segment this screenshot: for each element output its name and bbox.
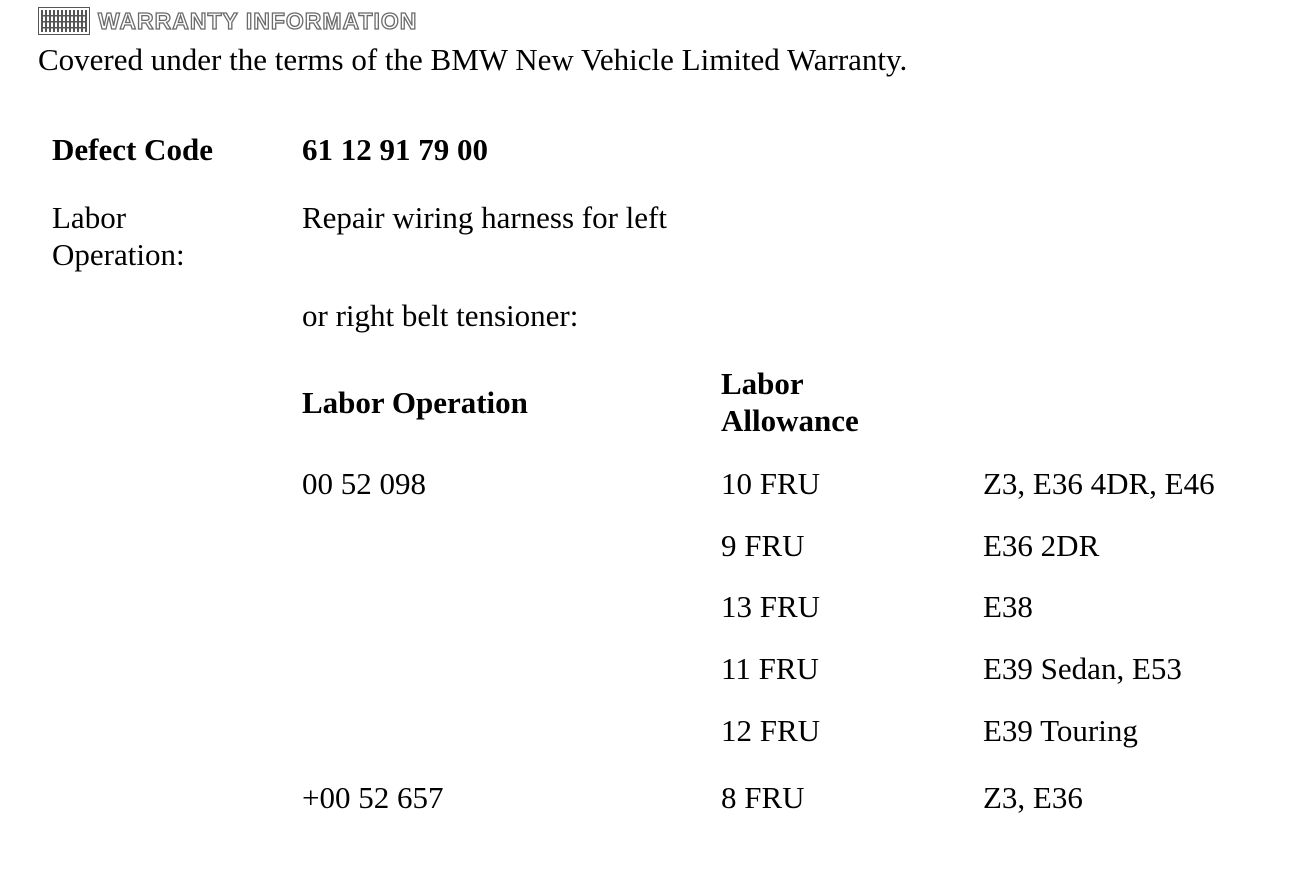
section-title: WARRANTY INFORMATION bbox=[98, 8, 418, 34]
col-header-labor-operation: Labor Operation bbox=[302, 385, 528, 420]
vehicle-models: E39 Sedan, E53 bbox=[983, 651, 1182, 686]
labor-operation-label-line2: Operation: bbox=[52, 237, 185, 272]
vehicle-models: E36 2DR bbox=[983, 528, 1100, 563]
labor-allowance: 9 FRU bbox=[721, 528, 805, 563]
labor-operation-code: +00 52 657 bbox=[302, 780, 444, 815]
col-header-labor-allowance-line2: Allowance bbox=[721, 403, 859, 438]
defect-code-label: Defect Code bbox=[52, 132, 213, 167]
labor-allowance: 13 FRU bbox=[721, 589, 821, 624]
coverage-statement: Covered under the terms of the BMW New Vehicle Limited Warranty. bbox=[38, 42, 908, 77]
labor-operation-code: 00 52 098 bbox=[302, 466, 426, 501]
labor-allowance: 11 FRU bbox=[721, 651, 819, 686]
vehicle-models: E39 Touring bbox=[983, 713, 1138, 748]
section-header bbox=[38, 6, 417, 36]
vehicle-models: E38 bbox=[983, 589, 1033, 624]
labor-allowance: 10 FRU bbox=[721, 466, 821, 501]
col-header-labor-allowance-line1: Labor bbox=[721, 366, 804, 401]
vehicle-models: Z3, E36 bbox=[983, 780, 1083, 815]
defect-code-value: 61 12 91 79 00 bbox=[302, 132, 488, 167]
labor-description-line1: Repair wiring harness for left bbox=[302, 200, 667, 235]
warranty-logo-icon bbox=[38, 7, 90, 35]
labor-allowance: 8 FRU bbox=[721, 780, 805, 815]
labor-allowance: 12 FRU bbox=[721, 713, 821, 748]
labor-operation-label-line1: Labor bbox=[52, 200, 127, 235]
labor-description-line2: or right belt tensioner: bbox=[302, 298, 579, 333]
vehicle-models: Z3, E36 4DR, E46 bbox=[983, 466, 1215, 501]
